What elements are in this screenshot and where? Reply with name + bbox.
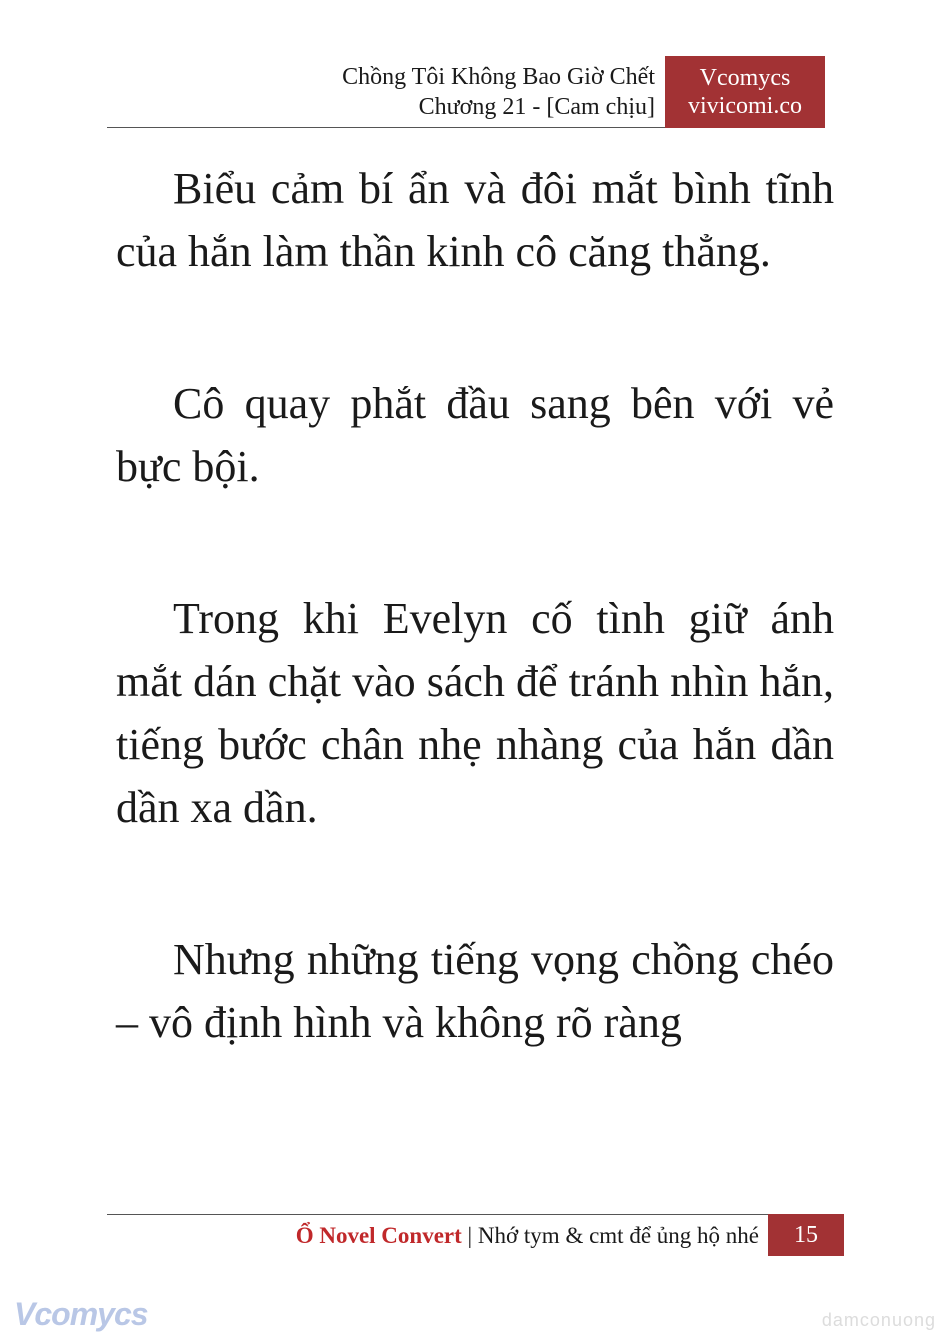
page-content bbox=[116, 157, 834, 1143]
paragraph-2: Cô quay phắt đầu sang bên với vẻ bực bội. bbox=[116, 379, 834, 491]
footer-separator: | bbox=[461, 1223, 478, 1248]
page-number: 15 bbox=[768, 1214, 844, 1256]
watermark-logo: Vcomycs bbox=[14, 1296, 148, 1332]
paragraph-3: Trong khi Evelyn cố tình giữ ánh mắt dán chặt vào sách để tránh nhìn hắn, tiếng bước chân nhẹ nhàng của hắn dần dần xa dần. bbox=[116, 594, 834, 832]
paragraph-1: Biểu cảm bí ẩn và đôi mắt bình tĩnh của hắn làm thần kinh cô căng thẳng. bbox=[116, 164, 834, 276]
badge-site: vivicomi.co bbox=[688, 93, 802, 119]
page-footer bbox=[107, 1214, 844, 1256]
publisher-badge bbox=[665, 56, 825, 128]
badge-name: Vcomycs bbox=[699, 65, 791, 91]
watermark-site: damconuong bbox=[821, 1310, 936, 1330]
footer-brand: Ổ Novel Convert bbox=[295, 1223, 462, 1248]
book-title: Chồng Tôi Không Bao Giờ Chết bbox=[342, 64, 655, 90]
page-header bbox=[107, 56, 825, 128]
footer-message: Nhớ tym & cmt để ủng hộ nhé bbox=[477, 1223, 759, 1248]
chapter-title: Chương 21 - [Cam chịu] bbox=[418, 94, 655, 120]
paragraph-4: Nhưng những tiếng vọng chồng chéo – vô định hình và không rõ ràng bbox=[116, 935, 834, 1047]
footer-text bbox=[296, 1222, 759, 1250]
header-titles bbox=[342, 62, 655, 122]
footer-divider bbox=[107, 1214, 844, 1215]
